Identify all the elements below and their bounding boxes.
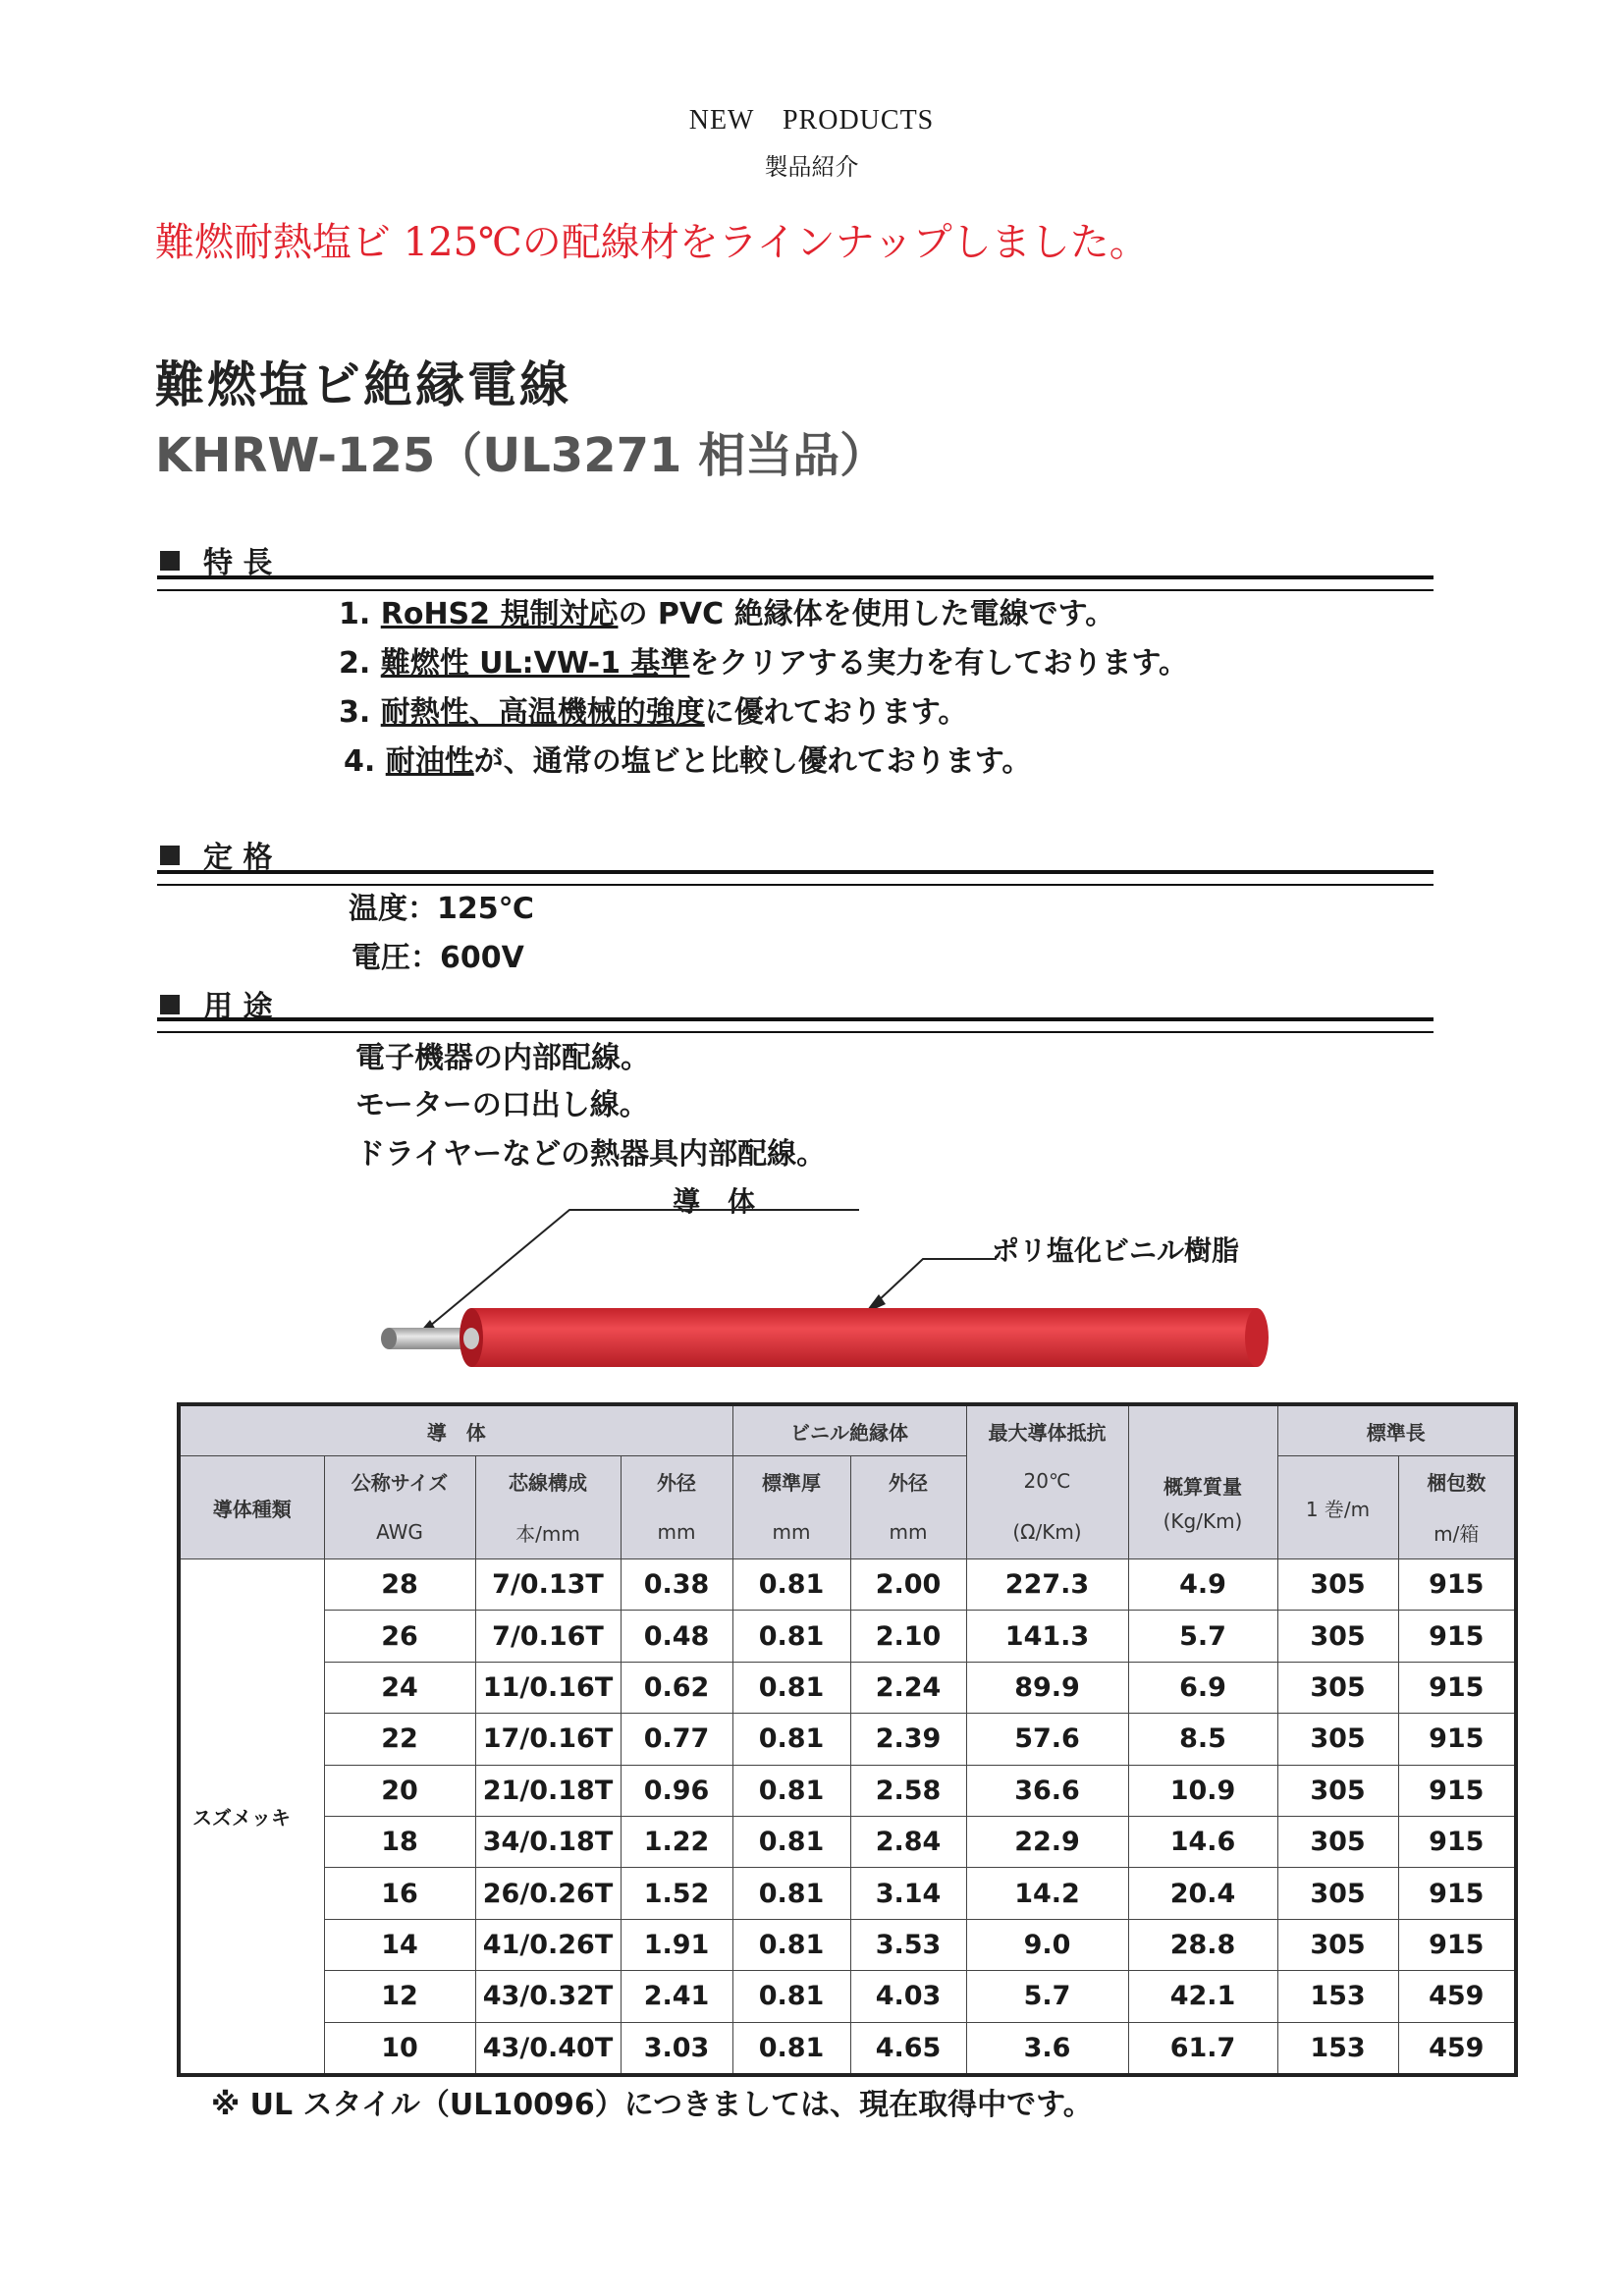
cell-size: 14 (324, 1919, 475, 1970)
cell-od: 0.38 (621, 1559, 732, 1611)
cell-thickness: 0.81 (732, 2022, 850, 2075)
table-row (179, 1662, 1516, 1713)
bullet-square-icon (160, 995, 180, 1014)
cell-weight: 14.6 (1128, 1816, 1277, 1867)
cell-strand: 43/0.32T (475, 1971, 621, 2022)
feature-item-3: 3. 耐熱性、高温機械的強度に優れております。 (339, 695, 968, 730)
cell-pack: 915 (1398, 1868, 1516, 1919)
bullet-square-icon (160, 846, 180, 865)
cell-weight: 5.7 (1128, 1611, 1277, 1662)
cell-strand: 17/0.16T (475, 1714, 621, 1765)
cell-size: 18 (324, 1816, 475, 1867)
cell-resistance: 141.3 (966, 1611, 1128, 1662)
cell-strand: 21/0.18T (475, 1765, 621, 1816)
cell-strand: 34/0.18T (475, 1816, 621, 1867)
cell-ins-od: 2.58 (850, 1765, 966, 1816)
wire-diagram (373, 1198, 1335, 1394)
col-weight-unit: (Kg/Km) (1128, 1505, 1277, 1559)
conductor-label: 導 体 (673, 1185, 756, 1218)
spec-table (177, 1402, 1518, 2077)
spec-table-body (179, 1559, 1516, 2076)
rating-temperature: 温度：125℃ (349, 892, 534, 926)
table-row (179, 2022, 1516, 2075)
product-model: KHRW-125（UL3271 相当品） (155, 428, 888, 483)
table-row (179, 1611, 1516, 1662)
col-size-unit: AWG (324, 1505, 475, 1559)
cell-ins-od: 2.39 (850, 1714, 966, 1765)
cell-strand: 11/0.16T (475, 1662, 621, 1713)
cell-size: 28 (324, 1559, 475, 1611)
cell-thickness: 0.81 (732, 1714, 850, 1765)
cell-size: 22 (324, 1714, 475, 1765)
cell-roll: 305 (1277, 1611, 1398, 1662)
cell-pack: 915 (1398, 1714, 1516, 1765)
table-row (179, 1765, 1516, 1816)
cell-od: 1.22 (621, 1816, 732, 1867)
cell-pack: 915 (1398, 1765, 1516, 1816)
cell-size: 26 (324, 1611, 475, 1662)
cell-size: 10 (324, 2022, 475, 2075)
cell-thickness: 0.81 (732, 1868, 850, 1919)
table-row (179, 1714, 1516, 1765)
section-heading-rating: 定 格 (160, 833, 272, 876)
cell-od: 2.41 (621, 1971, 732, 2022)
cell-resistance: 9.0 (966, 1919, 1128, 1970)
cell-thickness: 0.81 (732, 1765, 850, 1816)
cell-ins-od: 2.00 (850, 1559, 966, 1611)
cell-ins-od: 3.14 (850, 1868, 966, 1919)
col-thick: 標準厚 (732, 1456, 850, 1506)
cell-size: 16 (324, 1868, 475, 1919)
usage-item-1: 電子機器の内部配線。 (355, 1041, 650, 1075)
cell-roll: 153 (1277, 2022, 1398, 2075)
cell-resistance: 89.9 (966, 1662, 1128, 1713)
cell-pack: 915 (1398, 1611, 1516, 1662)
cell-od: 1.91 (621, 1919, 732, 1970)
insulation-label: ポリ塩化ビニル樹脂 (992, 1234, 1240, 1267)
col-size: 公称サイズ (324, 1456, 475, 1506)
feature-item-1: 1. RoHS2 規制対応の PVC 絶縁体を使用した電線です。 (339, 597, 1115, 631)
section-heading-features: 特 長 (160, 538, 272, 581)
group-weight: 概算質量 (1128, 1404, 1277, 1505)
cell-pack: 915 (1398, 1662, 1516, 1713)
section-heading-usage: 用 途 (160, 982, 272, 1025)
cell-roll: 305 (1277, 1816, 1398, 1867)
conductor-end (381, 1328, 397, 1349)
col-strand: 芯線構成 (475, 1456, 621, 1506)
cell-roll: 305 (1277, 1919, 1398, 1970)
section-rule (157, 1017, 1434, 1033)
cell-roll: 305 (1277, 1559, 1398, 1611)
cell-weight: 42.1 (1128, 1971, 1277, 2022)
cell-roll: 305 (1277, 1662, 1398, 1713)
cell-resistance: 22.9 (966, 1816, 1128, 1867)
cell-roll: 153 (1277, 1971, 1398, 2022)
cell-thickness: 0.81 (732, 1816, 850, 1867)
cell-od: 0.96 (621, 1765, 732, 1816)
feature-item-2: 2. 難燃性 UL:VW-1 基準をクリアする実力を有しております。 (339, 646, 1188, 681)
col-pack: 梱包数 (1398, 1456, 1516, 1506)
insulation-leader-line (864, 1259, 997, 1314)
cell-od: 3.03 (621, 2022, 732, 2075)
cell-size: 12 (324, 1971, 475, 2022)
col-res-temp: 20℃ (966, 1456, 1128, 1506)
cell-weight: 4.9 (1128, 1559, 1277, 1611)
rating-voltage: 電圧：600V (352, 941, 524, 975)
table-row (179, 1919, 1516, 1970)
group-conductor: 導 体 (179, 1404, 732, 1456)
cell-pack: 915 (1398, 1559, 1516, 1611)
cell-resistance: 57.6 (966, 1714, 1128, 1765)
cell-resistance: 3.6 (966, 2022, 1128, 2075)
cell-ins-od: 4.65 (850, 2022, 966, 2075)
cell-weight: 28.8 (1128, 1919, 1277, 1970)
col-strand-unit: 本/mm (475, 1505, 621, 1559)
cell-weight: 20.4 (1128, 1868, 1277, 1919)
cell-od: 1.52 (621, 1868, 732, 1919)
cell-resistance: 5.7 (966, 1971, 1128, 2022)
col-ins-od-unit: mm (850, 1505, 966, 1559)
cell-weight: 6.9 (1128, 1662, 1277, 1713)
usage-item-3: ドライヤーなどの熱器具内部配線。 (355, 1137, 827, 1172)
cell-roll: 305 (1277, 1714, 1398, 1765)
cell-strand: 43/0.40T (475, 2022, 621, 2075)
cell-ins-od: 2.10 (850, 1611, 966, 1662)
table-row (179, 1816, 1516, 1867)
cell-size: 24 (324, 1662, 475, 1713)
cell-od: 0.77 (621, 1714, 732, 1765)
cell-strand: 7/0.13T (475, 1559, 621, 1611)
group-insulation: ビニル絶縁体 (732, 1404, 966, 1456)
col-type: 導体種類 (179, 1456, 324, 1559)
table-row (179, 1559, 1516, 1611)
cell-pack: 915 (1398, 1919, 1516, 1970)
wire-insulation (471, 1308, 1257, 1367)
col-od: 外径 (621, 1456, 732, 1506)
cell-roll: 305 (1277, 1765, 1398, 1816)
usage-item-2: モーターの口出し線。 (355, 1088, 649, 1122)
cell-ins-od: 2.84 (850, 1816, 966, 1867)
cell-pack: 459 (1398, 2022, 1516, 2075)
group-length: 標準長 (1277, 1404, 1516, 1456)
headline: 難燃耐熱塩ビ 125℃の配線材をラインナップしました。 (155, 220, 1149, 265)
header-title-en: NEW PRODUCTS (688, 105, 935, 136)
col-res-unit: (Ω/Km) (966, 1505, 1128, 1559)
cell-pack: 915 (1398, 1816, 1516, 1867)
cell-ins-od: 3.53 (850, 1919, 966, 1970)
col-pack-unit: m/箱 (1398, 1505, 1516, 1559)
cell-weight: 8.5 (1128, 1714, 1277, 1765)
cell-resistance: 14.2 (966, 1868, 1128, 1919)
col-ins-od: 外径 (850, 1456, 966, 1506)
feature-item-4: 4. 耐油性が、通常の塩ビと比較し優れております。 (344, 744, 1032, 779)
bullet-square-icon (160, 551, 180, 571)
col-roll: 1 巻/m (1277, 1456, 1398, 1559)
cell-strand: 26/0.26T (475, 1868, 621, 1919)
cell-roll: 305 (1277, 1868, 1398, 1919)
group-resistance: 最大導体抵抗 (966, 1404, 1128, 1456)
cell-ins-od: 4.03 (850, 1971, 966, 2022)
cell-resistance: 36.6 (966, 1765, 1128, 1816)
cell-od: 0.48 (621, 1611, 732, 1662)
cell-weight: 10.9 (1128, 1765, 1277, 1816)
cell-size: 20 (324, 1765, 475, 1816)
cell-pack: 459 (1398, 1971, 1516, 2022)
cell-resistance: 227.3 (966, 1559, 1128, 1611)
cell-od: 0.62 (621, 1662, 732, 1713)
cell-ins-od: 2.24 (850, 1662, 966, 1713)
cell-thickness: 0.81 (732, 1971, 850, 2022)
conductor-type-cell: スズメッキ (179, 1559, 324, 2076)
cell-strand: 41/0.26T (475, 1919, 621, 1970)
header-title-jp: 製品紹介 (764, 153, 859, 181)
cell-thickness: 0.81 (732, 1662, 850, 1713)
col-thick-unit: mm (732, 1505, 850, 1559)
table-row (179, 1868, 1516, 1919)
cell-weight: 61.7 (1128, 2022, 1277, 2075)
cell-thickness: 0.81 (732, 1919, 850, 1970)
cell-thickness: 0.81 (732, 1559, 850, 1611)
col-od-unit: mm (621, 1505, 732, 1559)
footnote: ※ UL スタイル（UL10096）につきましては、現在取得中です。 (211, 2088, 1093, 2122)
product-name: 難燃塩ビ絶縁電線 (155, 356, 571, 413)
cell-thickness: 0.81 (732, 1611, 850, 1662)
table-row (179, 1971, 1516, 2022)
cell-strand: 7/0.16T (475, 1611, 621, 1662)
